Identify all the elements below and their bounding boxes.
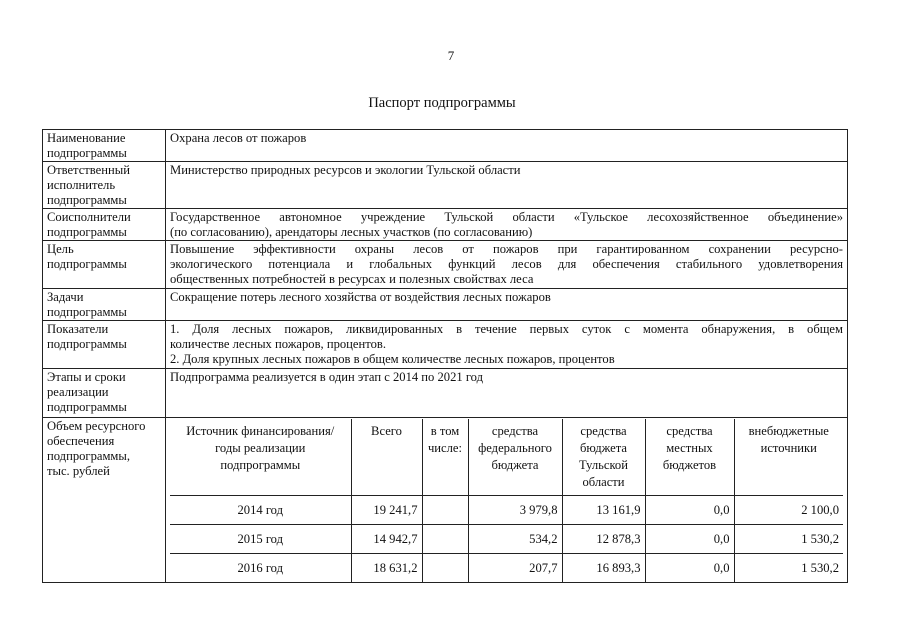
table-row: [43, 289, 848, 321]
header-line: подпрограммы: [220, 458, 301, 472]
including-cell: [422, 525, 468, 554]
regional-cell: 12 878,3: [562, 525, 645, 554]
label-line: обеспечения: [47, 434, 115, 448]
header-including: [422, 419, 468, 496]
extrabudgetary-cell: 1 530,2: [734, 525, 843, 554]
label-line: подпрограммы: [47, 337, 127, 351]
header-line: в том: [430, 424, 460, 438]
value-line: Министерство природных ресурсов и экологии Тульской области: [170, 163, 521, 177]
header-line: Источник финансирования/: [186, 424, 335, 438]
value-line: Подпрограмма реализуется в один этап с 2014 по 2021 год: [170, 370, 484, 384]
label-line: Цель: [47, 242, 74, 256]
table-row: [43, 241, 848, 289]
header-local: [645, 419, 734, 496]
header-line: бюджетов: [662, 458, 717, 472]
header-line: федерального: [478, 441, 552, 455]
label-line: Этапы и сроки: [47, 370, 126, 384]
table-row: [43, 209, 848, 241]
label-line: реализации: [47, 385, 109, 399]
year-cell: 2016 год: [170, 554, 351, 583]
header-line: Тульской: [579, 458, 628, 472]
value-line: 1. Доля лесных пожаров, ликвидированных в течение первых суток с момента обнаружения, в общем: [170, 322, 843, 336]
value-line: Охрана лесов от пожаров: [170, 131, 307, 145]
table-row: [43, 369, 848, 418]
value-line: общественных потребностей в ресурсах и полезных свойствах леса: [170, 272, 534, 286]
extrabudgetary-cell: 1 530,2: [734, 554, 843, 583]
document-title: Паспорт подпрограммы: [368, 95, 516, 111]
extrabudgetary-cell: 2 100,0: [734, 496, 843, 525]
row-label: [43, 369, 166, 418]
subprogram-passport-table: [42, 129, 848, 583]
label-line: тыс. рублей: [47, 464, 110, 478]
header-federal: [468, 419, 562, 496]
header-line: средства: [580, 424, 627, 438]
header-line: бюджета: [491, 458, 539, 472]
local-cell: 0,0: [645, 496, 734, 525]
header-line: средства: [491, 424, 539, 438]
label-line: подпрограммы: [47, 305, 127, 319]
row-value: [166, 369, 848, 418]
row-label: [43, 130, 166, 162]
row-value: [166, 162, 848, 209]
header-total: [351, 419, 422, 496]
label-line: подпрограммы: [47, 193, 127, 207]
row-label: [43, 162, 166, 209]
label-line: Ответственный: [47, 163, 130, 177]
label-line: Объем ресурсного: [47, 419, 146, 433]
year-cell: 2015 год: [170, 525, 351, 554]
including-cell: [422, 554, 468, 583]
header-line: местных: [666, 441, 713, 455]
row-label: [43, 209, 166, 241]
header-regional: [562, 419, 645, 496]
header-line: области: [582, 475, 625, 489]
label-line: подпрограммы: [47, 257, 127, 271]
page-number: 7: [447, 48, 455, 63]
value-line: Сокращение потерь лесного хозяйства от воздействия лесных пожаров: [170, 290, 551, 304]
table-row: [43, 130, 848, 162]
label-line: исполнитель: [47, 178, 116, 192]
total-cell: 19 241,7: [351, 496, 422, 525]
header-line: бюджета: [580, 441, 627, 455]
funding-header-row: [170, 419, 843, 496]
header-line: средства: [666, 424, 713, 438]
value-line: Повышение эффективности охраны лесов от пожаров при гарантированном сохранении ресурсно-: [170, 242, 843, 256]
federal-cell: 3 979,8: [468, 496, 562, 525]
row-value: [166, 130, 848, 162]
regional-cell: 16 893,3: [562, 554, 645, 583]
row-label: [43, 289, 166, 321]
total-cell: 14 942,7: [351, 525, 422, 554]
funding-data-row: [170, 525, 843, 554]
including-cell: [422, 496, 468, 525]
header-line: числе:: [427, 441, 463, 455]
table-row: [43, 162, 848, 209]
regional-cell: 13 161,9: [562, 496, 645, 525]
total-cell: 18 631,2: [351, 554, 422, 583]
row-label: [43, 241, 166, 289]
row-label: [43, 418, 166, 583]
row-label: [43, 321, 166, 369]
header-line: годы реализации: [215, 441, 306, 455]
label-line: Показатели: [47, 322, 109, 336]
row-value: [166, 289, 848, 321]
value-line: экологического потенциала и глобальных функций лесов для обеспечения стабильного удовлетворения: [170, 257, 843, 271]
federal-cell: 534,2: [468, 525, 562, 554]
header-source: [170, 419, 351, 496]
header-line: источники: [760, 441, 817, 455]
funding-row: [43, 418, 848, 583]
label-line: Задачи: [47, 290, 84, 304]
value-line: количестве лесных пожаров, процентов.: [170, 337, 386, 351]
row-value: [166, 321, 848, 369]
local-cell: 0,0: [645, 525, 734, 554]
label-line: подпрограммы: [47, 146, 127, 160]
value-line: (по согласованию), арендаторы лесных участков (по согласованию): [170, 225, 533, 239]
label-line: Наименование: [47, 131, 126, 145]
funding-data-row: [170, 496, 843, 525]
label-line: Соисполнители: [47, 210, 131, 224]
row-value: [166, 209, 848, 241]
label-line: подпрограммы: [47, 225, 127, 239]
label-line: подпрограммы: [47, 400, 127, 414]
header-line: Всего: [371, 424, 402, 438]
table-row: [43, 321, 848, 369]
funding-table: [170, 419, 843, 582]
funding-data-row: [170, 554, 843, 583]
federal-cell: 207,7: [468, 554, 562, 583]
row-value: [166, 241, 848, 289]
header-extrabudgetary: [734, 419, 843, 496]
funding-cell: [166, 418, 848, 583]
value-line: Государственное автономное учреждение Тульской области «Тульское лесохозяйственное объединение»: [170, 210, 843, 224]
year-cell: 2014 год: [170, 496, 351, 525]
label-line: подпрограммы,: [47, 449, 131, 463]
value-line: 2. Доля крупных лесных пожаров в общем количестве лесных пожаров, процентов: [170, 352, 615, 366]
header-line: внебюджетные: [748, 424, 829, 438]
local-cell: 0,0: [645, 554, 734, 583]
